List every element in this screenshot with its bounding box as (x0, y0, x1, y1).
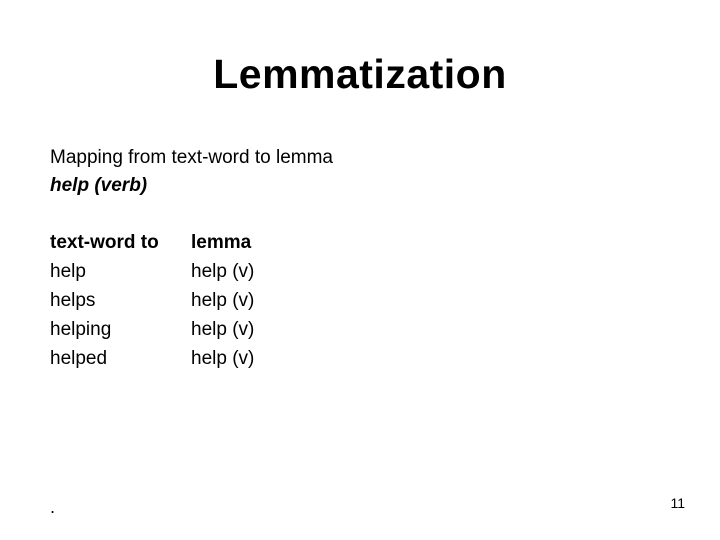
cell-lemma: help (v) (191, 319, 255, 340)
header-text-word: text-word to (50, 232, 159, 253)
cell-lemma: help (v) (191, 261, 255, 282)
header-lemma: lemma (191, 232, 252, 253)
cell-lemma: help (v) (191, 348, 255, 369)
cell-text-word: help (50, 261, 86, 282)
intro-text (50, 144, 333, 200)
cell-lemma: help (v) (191, 290, 255, 311)
table-row (50, 315, 254, 344)
intro-line-1: Mapping from text-word to lemma (50, 147, 333, 168)
lemma-table (50, 228, 254, 373)
cell-text-word: helped (50, 348, 108, 369)
cell-text-word: helps (50, 290, 96, 311)
table-row (50, 257, 254, 286)
table-row (50, 344, 254, 373)
footer-mark: . (50, 497, 56, 517)
intro-line-2: help (verb) (50, 175, 148, 196)
table-header-row (50, 228, 254, 257)
table-row (50, 286, 254, 315)
slide-title: Lemmatization (213, 51, 507, 97)
page-number: 11 (670, 495, 685, 511)
cell-text-word: helping (50, 319, 112, 340)
